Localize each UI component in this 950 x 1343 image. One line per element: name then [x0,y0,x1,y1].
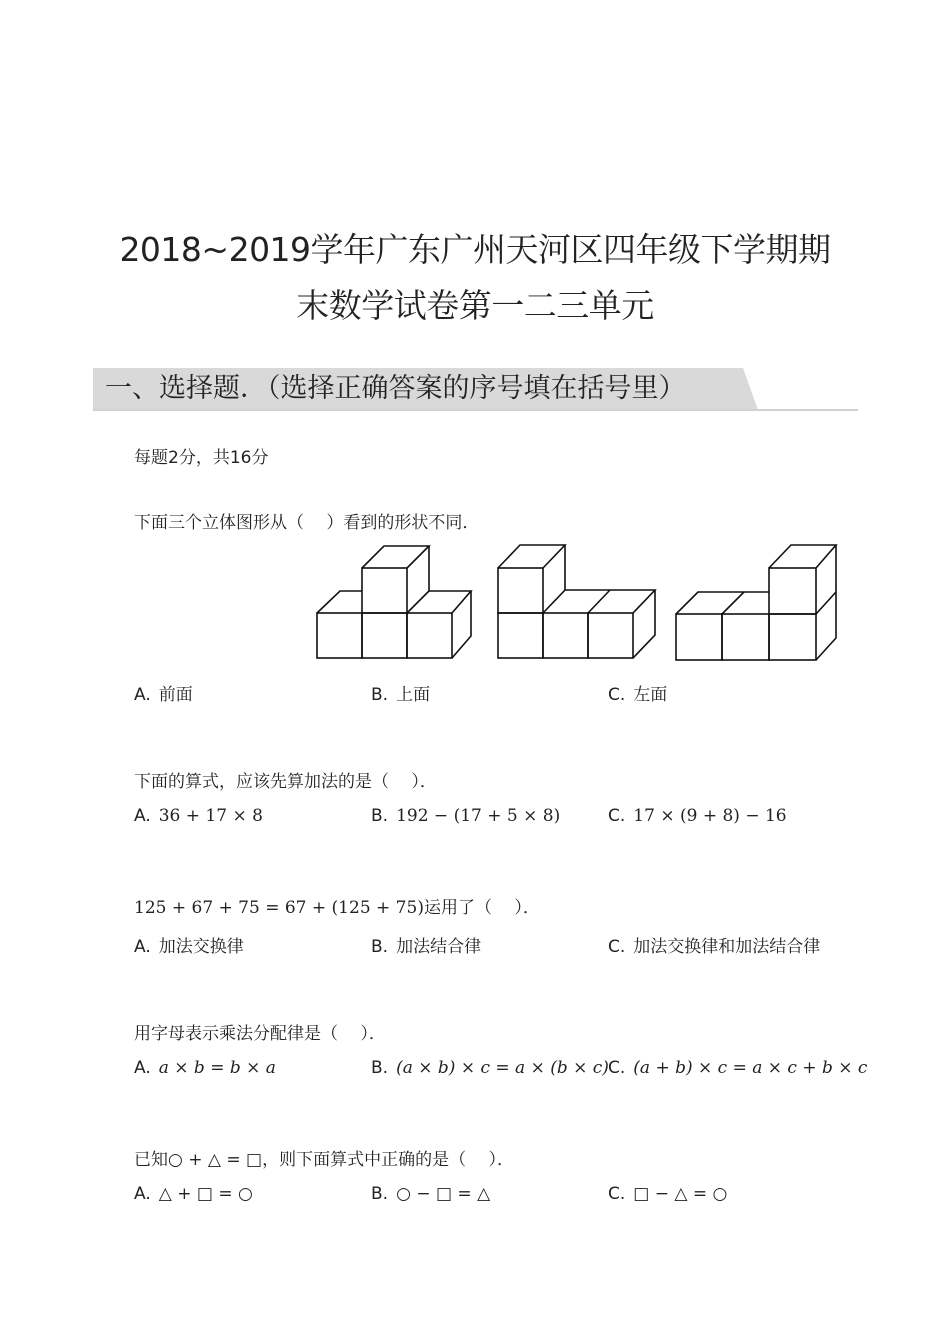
option-letter: B. [371,1184,389,1204]
title-line-1: 2018~2019学年广东广州天河区四年级下学期期 [119,230,831,269]
option-text: 前面 [158,685,193,705]
question-2-option-b[interactable] [371,806,560,826]
option-math: ○ − □ = △ [396,1184,491,1204]
question-3-option-a[interactable] [134,932,244,957]
option-math: 192 − (17 + 5 × 8) [396,806,561,826]
title-line-2: 末数学试卷第一二三单元 [296,286,654,325]
option-letter: C. [608,1058,626,1078]
option-math: (a + b) × c = a × c + b × c [633,1058,868,1078]
option-letter: A. [134,937,151,957]
option-letter: C. [608,937,626,957]
option-letter: B. [371,806,389,826]
cube-figure-2 [498,545,655,658]
question-5-stem-text: ，则下面算式中正确的是（ ）． [262,1150,514,1170]
question-3-option-c[interactable] [608,932,820,957]
option-math: 36 + 17 × 8 [158,806,263,826]
option-letter: C. [608,685,626,705]
question-3-option-b[interactable] [371,932,481,957]
option-letter: B. [371,685,389,705]
question-4-option-a[interactable] [134,1058,276,1078]
question-1-stem: 下面三个立体图形从（ ）看到的形状不同． [134,513,480,533]
option-letter: A. [134,806,151,826]
option-text: 加法结合律 [396,937,482,957]
cube-figure-1 [317,546,471,658]
question-1-option-a[interactable] [134,680,193,705]
option-letter: A. [134,1184,151,1204]
option-math: △ + □ = ○ [158,1184,253,1204]
option-math: □ − △ = ○ [633,1184,728,1204]
question-5-option-b[interactable] [371,1184,490,1204]
option-letter: C. [608,1184,626,1204]
question-3-stem [134,893,540,918]
question-5-stem [134,1145,514,1170]
question-3-equation: 125 + 67 + 75 = 67 + (125 + 75) [134,898,424,918]
option-math: (a × b) × c = a × (b × c) [396,1058,609,1078]
question-4-option-b[interactable] [371,1058,609,1078]
scoring-note: 每题2分，共16分 [134,448,269,468]
question-1-option-c[interactable] [608,680,667,705]
option-text: 加法交换律和加法结合律 [633,937,821,957]
section-heading: 一、选择题．（选择正确答案的序号填在括号里） [105,373,686,404]
option-text: 左面 [633,685,668,705]
option-math: a × b = b × a [158,1058,276,1078]
option-letter: B. [371,937,389,957]
option-letter: B. [371,1058,389,1078]
question-5-stem-prefix: 已知 [134,1150,168,1170]
question-5-equation: ○ + △ = □ [168,1150,263,1170]
option-text: 加法交换律 [158,937,244,957]
question-1-option-b[interactable] [371,680,430,705]
question-3-stem-text: 运用了（ ）． [423,898,540,918]
option-math: 17 × (9 + 8) − 16 [633,806,787,826]
question-2-stem: 下面的算式，应该先算加法的是（ ）． [134,772,437,792]
option-letter: C. [608,806,626,826]
document-title [0,222,950,334]
option-text: 上面 [396,685,431,705]
question-2-option-c[interactable] [608,806,787,826]
cube-figures [310,540,840,665]
question-5-option-c[interactable] [608,1184,727,1204]
question-4-option-c[interactable] [608,1058,867,1078]
question-4-stem: 用字母表示乘法分配律是（ ）． [134,1024,386,1044]
option-letter: A. [134,1058,151,1078]
option-letter: A. [134,685,151,705]
question-2-option-a[interactable] [134,806,263,826]
cube-figure-3 [676,545,836,660]
question-5-option-a[interactable] [134,1184,253,1204]
